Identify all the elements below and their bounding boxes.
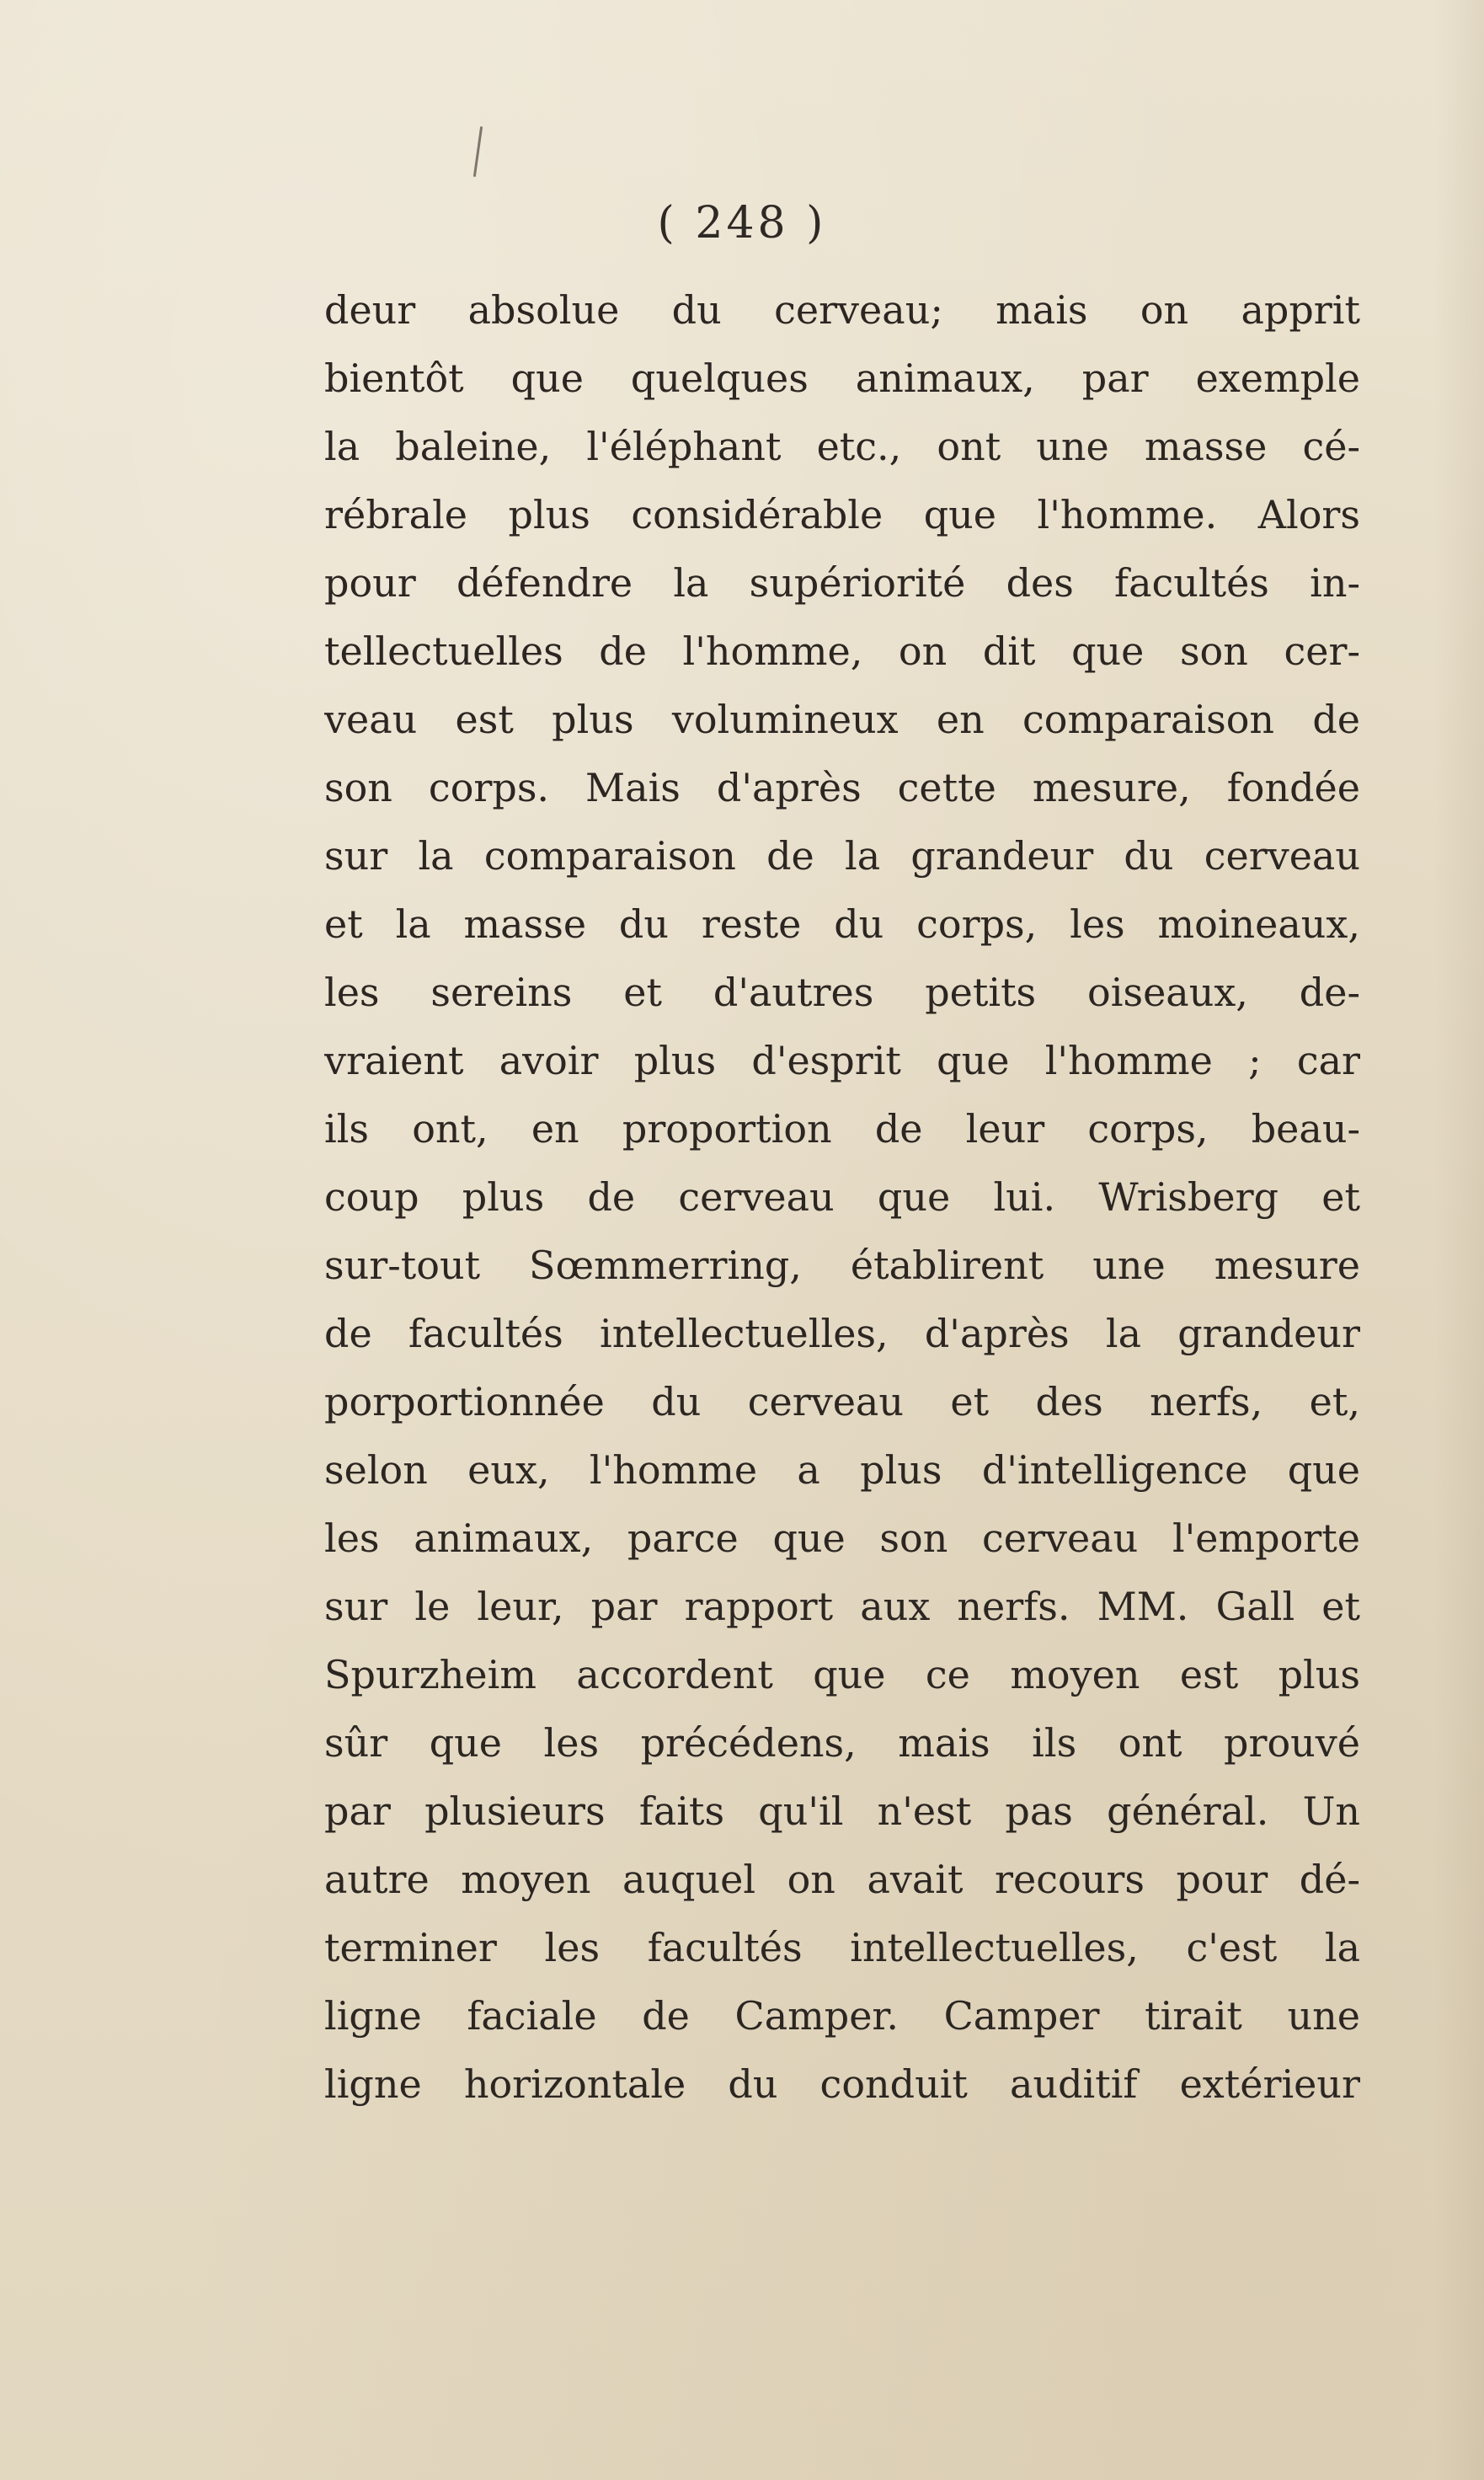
text-line: de facultés intellectuelles, d'après la grandeur [324,1311,1360,1356]
text-line: sur le leur, par rapport aux nerfs. MM. Gall et [324,1584,1360,1629]
page-number: ( 248 ) [657,198,827,249]
text-line: bientôt que quelques animaux, par exemple [324,355,1360,401]
body-text [324,276,1360,2119]
text-line: selon eux, l'homme a plus d'intelligence que [324,1447,1360,1493]
text-line: sûr que les précédens, mais ils ont prouvé [324,1720,1360,1766]
text-line: coup plus de cerveau que lui. Wrisberg et [324,1174,1360,1220]
text-line: ligne faciale de Camper. Camper tirait une [324,1993,1360,2039]
text-line: terminer les facultés intellectuelles, c'est la [324,1925,1360,1970]
text-line: Spurzheim accordent que ce moyen est plus [324,1652,1360,1697]
text-line: la baleine, l'éléphant etc., ont une masse cé- [324,424,1360,469]
pencil-mark [473,126,483,177]
text-line: pour défendre la supériorité des facultés in- [324,560,1360,606]
text-line: les sereins et d'autres petits oiseaux, de- [324,970,1360,1015]
text-line: son corps. Mais d'après cette mesure, fondée [324,765,1360,810]
text-line: porportionnée du cerveau et des nerfs, et, [324,1379,1360,1424]
text-line: sur-tout Sœmmerring, établirent une mesure [324,1243,1360,1288]
text-line: deur absolue du cerveau; mais on apprit [324,287,1360,333]
text-line: sur la comparaison de la grandeur du cerveau [324,833,1360,879]
text-line: ligne horizontale du conduit auditif extérieur [324,2061,1360,2107]
text-line: rébrale plus considérable que l'homme. Alors [324,492,1360,537]
page-edge-shadow [1433,0,1484,2480]
text-line: et la masse du reste du corps, les moineaux, [324,901,1360,947]
text-line: tellectuelles de l'homme, on dit que son cer- [324,628,1360,674]
text-line: veau est plus volumineux en comparaison de [324,697,1360,742]
text-line: par plusieurs faits qu'il n'est pas général. Un [324,1788,1360,1834]
text-line: autre moyen auquel on avait recours pour dé- [324,1857,1360,1902]
text-line: vraient avoir plus d'esprit que l'homme ; car [324,1038,1360,1083]
text-line: les animaux, parce que son cerveau l'emporte [324,1515,1360,1561]
text-line: ils ont, en proportion de leur corps, beau- [324,1106,1360,1152]
